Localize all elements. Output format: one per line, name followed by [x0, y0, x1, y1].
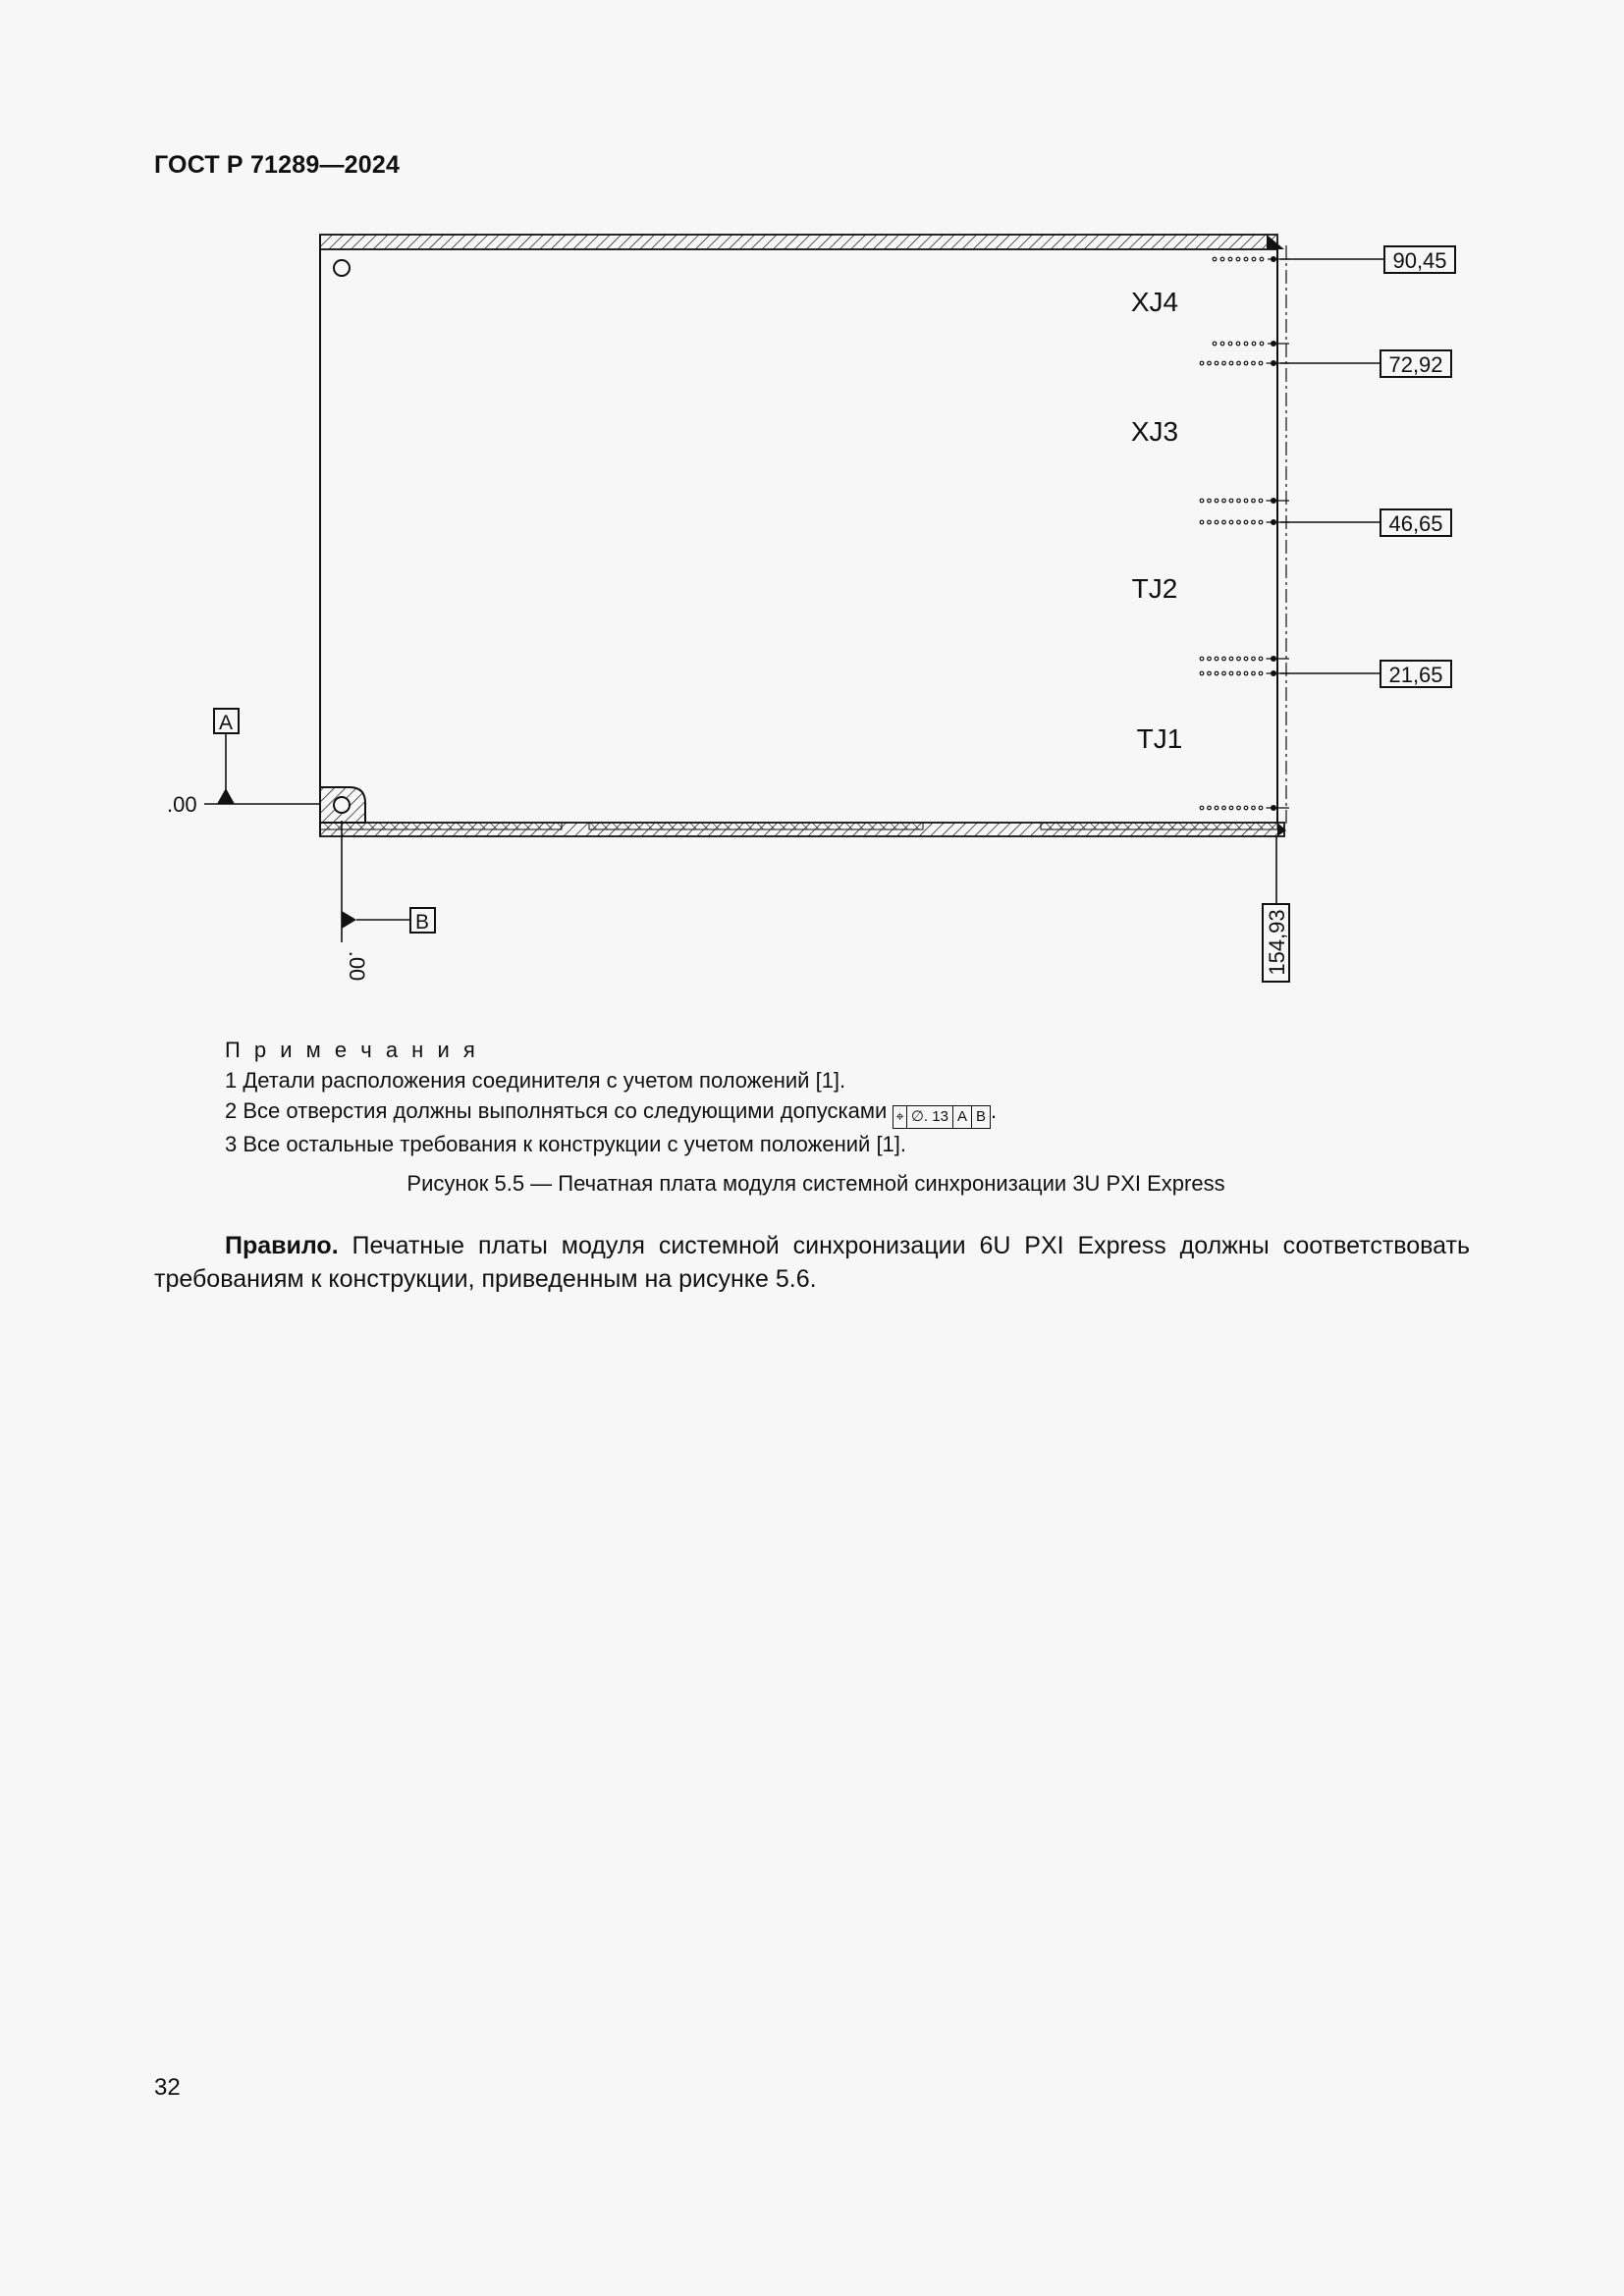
pin-anchor-dot [1272, 342, 1276, 347]
pin-dot [1222, 806, 1226, 810]
pin-dot [1220, 342, 1224, 346]
rule-label: Правило. [225, 1232, 339, 1259]
pin-dot [1215, 806, 1218, 810]
dimension-21-65 [1380, 661, 1451, 687]
note-2: 2 Все отверстия должны выполняться со следующими допусками ⌖ ∅. 13 A B . [225, 1095, 997, 1129]
pin-dot [1200, 499, 1204, 503]
svg-text:72,92: 72,92 [1388, 352, 1443, 377]
pin-dot [1252, 657, 1256, 661]
pin-dot [1252, 806, 1256, 810]
pin-dot [1244, 342, 1248, 346]
notes-block [225, 1035, 997, 1159]
pin-dot [1222, 361, 1226, 365]
datum-corner [320, 787, 365, 823]
pin-dot [1200, 361, 1204, 365]
datum-a [167, 709, 320, 817]
pin-dot [1252, 499, 1256, 503]
dimension-46-65 [1380, 509, 1451, 536]
notes-title: П р и м е ч а н и я [225, 1038, 479, 1062]
pin-dot [1200, 806, 1204, 810]
pin-dot [1222, 657, 1226, 661]
dimension-90-45 [1384, 246, 1455, 273]
pin-dot [1215, 361, 1218, 365]
pin-dot [1259, 657, 1263, 661]
pin-dot [1244, 806, 1248, 810]
connector-label-tj1: TJ1 [1136, 723, 1183, 754]
pin-dot [1220, 257, 1224, 261]
pin-dot [1215, 671, 1218, 675]
pin-dot [1259, 520, 1263, 524]
pin-dot [1236, 257, 1240, 261]
pin-dot [1208, 657, 1212, 661]
pin-dot [1222, 499, 1226, 503]
connector-label-xj3: XJ3 [1130, 416, 1179, 447]
pin-dot [1229, 520, 1233, 524]
pin-dot [1244, 657, 1248, 661]
pin-anchor-dot [1272, 657, 1276, 662]
pin-dot [1237, 657, 1241, 661]
pin-dot [1229, 361, 1233, 365]
svg-text:21,65: 21,65 [1388, 663, 1443, 687]
pin-dot [1222, 671, 1226, 675]
pin-dot [1229, 806, 1233, 810]
pin-dot [1213, 257, 1217, 261]
mounting-hole-icon [334, 260, 350, 276]
pin-dot [1215, 520, 1218, 524]
pin-dot [1200, 520, 1204, 524]
pin-dot [1228, 257, 1232, 261]
document-header: ГОСТ Р 71289—2024 [154, 151, 401, 179]
pin-dot [1244, 671, 1248, 675]
pin-dot [1228, 342, 1232, 346]
pin-anchor-dot [1272, 361, 1276, 366]
pin-dot [1222, 520, 1226, 524]
pin-dot [1236, 342, 1240, 346]
pin-anchor-dot [1272, 499, 1276, 504]
pin-dot [1252, 671, 1256, 675]
dimension-154-93 [1263, 904, 1289, 982]
note-3: 3 Все остальные требования к конструкции с учетом положений [1]. [225, 1132, 907, 1156]
position-tolerance-icon: ⌖ [895, 1108, 904, 1125]
datum-b [342, 821, 435, 981]
pin-dot [1260, 257, 1264, 261]
pin-dot [1244, 257, 1248, 261]
pin-dot [1259, 499, 1263, 503]
pin-dot [1200, 671, 1204, 675]
pin-dot [1215, 499, 1218, 503]
pin-dot [1260, 342, 1264, 346]
pin-anchor-dot [1272, 671, 1276, 676]
pin-dot [1215, 657, 1218, 661]
pcb-drawing [0, 0, 1624, 1021]
pin-dot [1200, 657, 1204, 661]
svg-text:A: A [218, 712, 234, 734]
svg-text:154,93: 154,93 [1265, 909, 1289, 976]
connector-pin-rows [1200, 257, 1289, 811]
origin-label-y: .00 [167, 792, 197, 817]
rule-paragraph [154, 1229, 1470, 1296]
pin-dot [1237, 520, 1241, 524]
pin-dot [1252, 342, 1256, 346]
connector-label-xj4: XJ4 [1130, 287, 1179, 317]
pin-dot [1252, 520, 1256, 524]
pin-dot [1237, 806, 1241, 810]
pin-dot [1237, 499, 1241, 503]
pin-dot [1208, 671, 1212, 675]
origin-label-x: .00 [345, 950, 369, 982]
pin-dot [1259, 361, 1263, 365]
pin-dot [1208, 361, 1212, 365]
pin-dot [1259, 671, 1263, 675]
dimension-72-92 [1380, 350, 1451, 377]
rule-text: Печатные платы модуля системной синхронизации 6U PXI Express должны соответствовать требованиям к конструкции, приведенным на рисунке 5.6. [154, 1232, 1470, 1293]
note-1: 1 Детали расположения соединителя с учетом положений [1]. [225, 1068, 846, 1093]
pin-dot [1237, 361, 1241, 365]
pin-anchor-dot [1272, 806, 1276, 811]
pin-dot [1252, 361, 1256, 365]
connector-label-tj2: TJ2 [1131, 573, 1178, 604]
pin-dot [1208, 520, 1212, 524]
pin-dot [1208, 806, 1212, 810]
pin-anchor-dot [1272, 257, 1276, 262]
svg-text:B: B [414, 911, 430, 934]
page-number: 32 [154, 2074, 181, 2101]
pin-dot [1237, 671, 1241, 675]
pin-dot [1229, 657, 1233, 661]
svg-text:90,45: 90,45 [1392, 248, 1447, 273]
svg-text:46,65: 46,65 [1388, 511, 1443, 536]
pin-dot [1229, 499, 1233, 503]
pin-dot [1252, 257, 1256, 261]
pin-dot [1244, 499, 1248, 503]
pin-dot [1213, 342, 1217, 346]
figure-caption: Рисунок 5.5 — Печатная плата модуля системной синхронизации 3U PXI Express [406, 1171, 1225, 1196]
pin-dot [1208, 499, 1212, 503]
pin-anchor-dot [1272, 520, 1276, 525]
pin-dot [1244, 361, 1248, 365]
pin-dot [1229, 671, 1233, 675]
pin-dot [1259, 806, 1263, 810]
tolerance-frame: ⌖ ∅. 13 A B [893, 1105, 991, 1129]
pin-dot [1244, 520, 1248, 524]
